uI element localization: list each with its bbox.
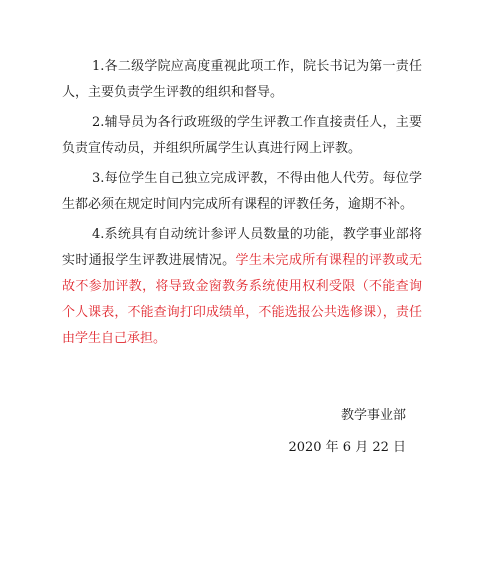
paragraph-3-text: 3.每位学生自己独立完成评教，不得由他人代劳。每位学生都必须在规定时间内完成所有课程的评教任务，逾期不补。: [62, 171, 422, 212]
paragraph-2-text: 2.辅导员为各行政班级的学生评教工作直接责任人，主要负责宣传动员，并组织所属学生认真进行网上评教。: [62, 115, 422, 156]
signature-date: 2020 年 6 月 22 日: [288, 440, 406, 455]
paragraph-1-text: 1.各二级学院应高度重视此项工作，院长书记为第一责任人，主要负责学生评教的组织和督导。: [62, 59, 422, 100]
signature-block: [288, 403, 406, 467]
paragraph-4-text: 4.系统具有自动统计参评人员数量的功能，教学事业部将实时通报学生评教进展情况。: [62, 227, 422, 268]
paragraph-3: [62, 166, 422, 218]
notice-body: [62, 54, 422, 356]
paragraph-1: [62, 54, 422, 106]
paragraph-4: [62, 222, 422, 352]
paragraph-4-warning-text: 学生未完成所有课程的评教或无故不参加评教，将导致金窗教务系统使用权利受限（不能查询个人课表，不能查询打印成绩单，不能选报公共选修课），责任由学生自己承担。: [62, 253, 422, 346]
signature-department: 教学事业部: [340, 408, 406, 423]
paragraph-2: [62, 110, 422, 162]
